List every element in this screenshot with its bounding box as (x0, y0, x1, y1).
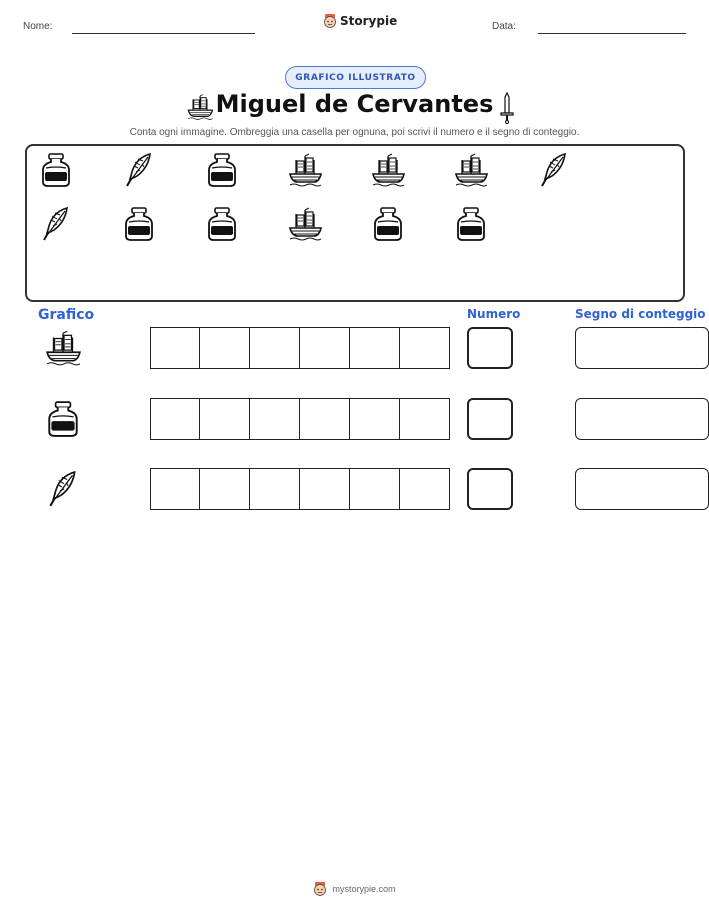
brand-name: Storypie (340, 13, 398, 28)
ship-icon (45, 329, 81, 367)
name-label: Nome: (23, 21, 53, 32)
graph-cell[interactable] (350, 327, 400, 369)
graph-cell[interactable] (300, 327, 350, 369)
graph-cell[interactable] (200, 468, 250, 510)
graph-cell[interactable] (150, 327, 200, 369)
ship-tally-box[interactable] (575, 327, 709, 369)
graph-cell[interactable] (150, 468, 200, 510)
ink-bottle-number-box[interactable] (467, 398, 513, 440)
ship-graph-cells (150, 327, 450, 369)
quill-graph-cells (150, 468, 450, 510)
graph-cell[interactable] (400, 398, 450, 440)
graph-cell[interactable] (200, 327, 250, 369)
graph-cell[interactable] (150, 398, 200, 440)
ship-icon (454, 152, 488, 188)
ink-bottle-graph-cells (150, 398, 450, 440)
graph-cell[interactable] (250, 327, 300, 369)
storypie-logo-icon (313, 881, 327, 896)
ship-icon (371, 152, 405, 188)
instructions: Conta ogni immagine. Ombreggia una casella per ognuna, poi scrivi il numero e il segno di conteggio. (129, 127, 580, 138)
graph-cell[interactable] (200, 398, 250, 440)
ink-bottle-icon (122, 206, 156, 242)
footer-url[interactable]: mystorypie.com (332, 883, 396, 894)
quill-icon (537, 152, 571, 188)
quill-icon (39, 206, 73, 242)
graph-heading: Grafico (38, 307, 95, 323)
quill-icon (122, 152, 156, 188)
tally-heading: Segno di conteggio (575, 307, 706, 321)
ship-number-box[interactable] (467, 327, 513, 369)
footer (0, 881, 709, 896)
ink-bottle-icon (454, 206, 488, 242)
sword-icon (500, 92, 514, 124)
storypie-logo-icon (323, 13, 337, 28)
ink-bottle-icon (371, 206, 405, 242)
ink-bottle-icon (45, 400, 81, 438)
date-line[interactable] (538, 33, 686, 34)
worksheet-type-badge: GRAFICO ILLUSTRATO (285, 66, 426, 89)
graph-cell[interactable] (350, 468, 400, 510)
ink-bottle-icon (39, 152, 73, 188)
name-line[interactable] (72, 33, 255, 34)
quill-icon (45, 470, 81, 508)
ink-bottle-icon (205, 206, 239, 242)
date-label: Data: (492, 21, 516, 32)
ink-bottle-tally-box[interactable] (575, 398, 709, 440)
page-title: Miguel de Cervantes (215, 90, 494, 118)
graph-cell[interactable] (250, 398, 300, 440)
graph-cell[interactable] (350, 398, 400, 440)
graph-cell[interactable] (250, 468, 300, 510)
picture-box (25, 144, 685, 302)
graph-cell[interactable] (300, 398, 350, 440)
quill-number-box[interactable] (467, 468, 513, 510)
ink-bottle-icon (205, 152, 239, 188)
brand-logo (323, 13, 397, 28)
graph-cell[interactable] (400, 327, 450, 369)
graph-cell[interactable] (300, 468, 350, 510)
ship-icon (288, 206, 322, 242)
ship-icon (288, 152, 322, 188)
number-heading: Numero (467, 307, 521, 321)
quill-tally-box[interactable] (575, 468, 709, 510)
graph-cell[interactable] (400, 468, 450, 510)
